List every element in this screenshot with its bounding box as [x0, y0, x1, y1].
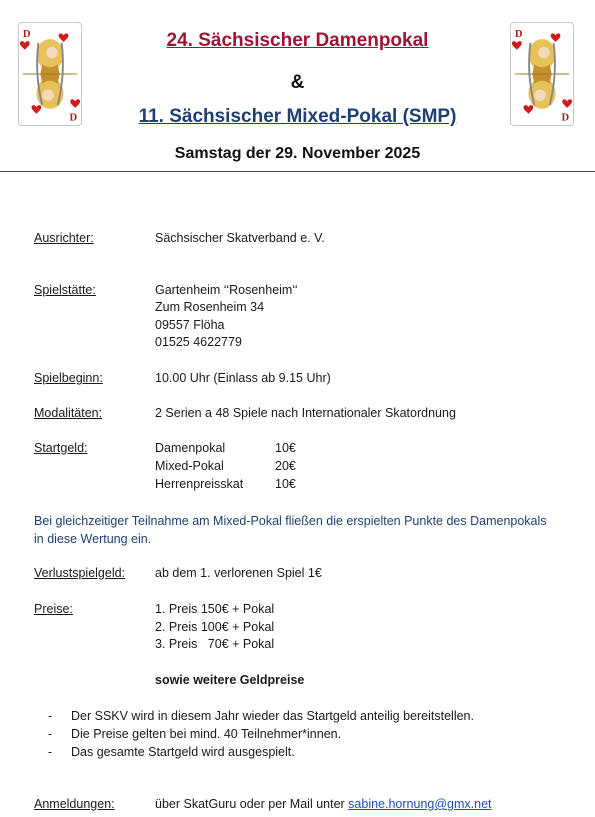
anmeldungen-line — [155, 797, 492, 811]
ausrichter-label: Ausrichter: — [34, 231, 94, 245]
verlustspielgeld-label: Verlustspielgeld: — [34, 566, 126, 580]
spielstaette-line: Zum Rosenheim 34 — [155, 300, 265, 314]
spielstaette-phone: 01525 4622779 — [155, 335, 242, 349]
modalitaeten-label: Modalitäten: — [34, 406, 103, 420]
bullet-item: Das gesamte Startgeld wird ausgespielt. — [71, 745, 295, 759]
card-corner-top: D — [22, 29, 31, 41]
title-mixed-pokal: 11. Sächsischer Mixed-Pokal (SMP) — [138, 106, 457, 127]
title-damenpokal: 24. Sächsischer Damenpokal — [166, 30, 429, 51]
bullet-item: Die Preise gelten bei mind. 40 Teilnehmer*innen. — [71, 727, 342, 741]
queen-card-icon — [511, 23, 573, 125]
spielstaette-line: Gartenheim ‘‘Rosenheim‘‘ — [155, 283, 298, 297]
modalitaeten-value: 2 Serien a 48 Spiele nach Internationaler Skatordnung — [155, 406, 456, 420]
event-date: Samstag der 29. November 2025 — [174, 145, 421, 162]
anmeldungen-label: Anmeldungen: — [34, 797, 115, 811]
bullet-item: Der SSKV wird in diesem Jahr wieder das Startgeld anteilig bereitstellen. — [71, 709, 474, 723]
mixed-note-line: in diese Wertung ein. — [34, 532, 152, 546]
card-corner-bottom: D — [69, 112, 78, 124]
ausrichter-value: Sächsischer Skatverband e. V. — [155, 231, 325, 245]
anmeldungen-text: über SkatGuru oder per Mail unter — [155, 797, 345, 811]
preis-line: 3. Preis 70€ + Pokal — [155, 637, 275, 651]
startgeld-name: Herrenpreisskat — [155, 477, 244, 491]
preis-line: 1. Preis 150€ + Pokal — [155, 602, 275, 616]
bullet-marker: - — [48, 727, 53, 741]
queen-card-icon — [19, 23, 81, 125]
startgeld-name: Mixed-Pokal — [155, 459, 224, 473]
preise-label: Preise: — [34, 602, 73, 616]
spielstaette-line: 09557 Flöha — [155, 318, 225, 332]
startgeld-amount: 20€ — [275, 459, 296, 473]
weitere-geldpreise: sowie weitere Geldpreise — [155, 673, 305, 687]
spielbeginn-label: Spielbeginn: — [34, 371, 103, 385]
queen-of-hearts-card-left — [18, 22, 82, 126]
spielstaette-label: Spielstätte: — [34, 283, 96, 297]
bullet-marker: - — [48, 745, 53, 759]
card-corner-bottom: D — [561, 112, 570, 124]
spielbeginn-value: 10.00 Uhr (Einlass ab 9.15 Uhr) — [155, 371, 331, 385]
header-divider — [0, 171, 595, 172]
startgeld-label: Startgeld: — [34, 441, 88, 455]
startgeld-amount: 10€ — [275, 477, 296, 491]
email-link[interactable]: sabine.hornung@gmx.net — [348, 797, 492, 811]
title-ampersand: & — [290, 72, 305, 93]
queen-of-hearts-card-right — [510, 22, 574, 126]
preis-line: 2. Preis 100€ + Pokal — [155, 620, 275, 634]
startgeld-amount: 10€ — [275, 441, 296, 455]
verlustspielgeld-value: ab dem 1. verlorenen Spiel 1€ — [155, 566, 322, 580]
card-corner-top: D — [514, 29, 523, 41]
startgeld-name: Damenpokal — [155, 441, 226, 455]
mixed-note-line: Bei gleichzeitiger Teilnahme am Mixed-Pokal fließen die erspielten Punkte des Damenpokals — [34, 514, 547, 528]
bullet-marker: - — [48, 709, 53, 723]
